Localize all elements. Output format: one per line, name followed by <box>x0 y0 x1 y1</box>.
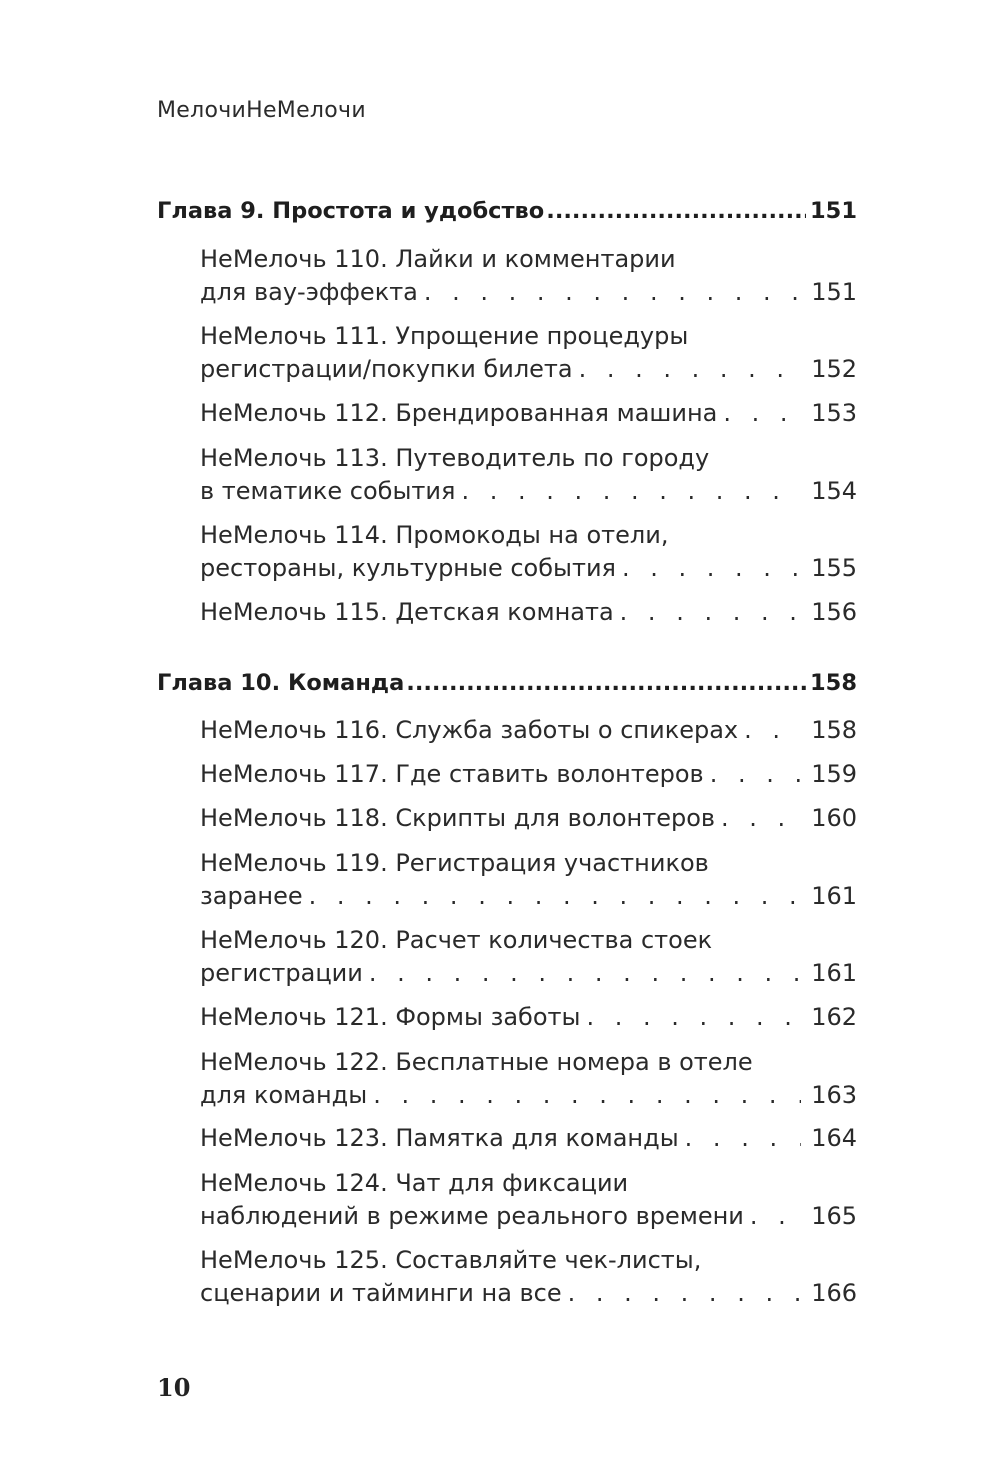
running-head: МелочиНеМелочи <box>157 98 366 123</box>
entry-last-line <box>200 957 857 990</box>
entry-title-line: НеМелочь 113. Путеводитель по городу <box>200 444 710 472</box>
leader-dots <box>710 758 802 791</box>
toc-entry <box>200 243 857 309</box>
entry-title-end: сценарии и тайминги на все <box>200 1279 562 1307</box>
toc-entry <box>200 1167 857 1233</box>
chapter-title: Глава 10. Команда <box>157 670 405 696</box>
toc-entry <box>200 1001 857 1034</box>
toc-entry <box>200 320 857 386</box>
entry-last-line <box>200 1200 857 1233</box>
toc-entry <box>200 714 857 747</box>
entry-title-end: НеМелочь 123. Памятка для команды <box>200 1124 679 1152</box>
entry-title-end: НеМелочь 121. Формы заботы <box>200 1003 581 1031</box>
entry-last-line <box>200 1001 857 1034</box>
entry-last-line <box>200 596 857 629</box>
entry-page: 165 <box>811 1202 857 1230</box>
toc-entry <box>200 1122 857 1155</box>
entry-last-line <box>200 276 857 309</box>
entry-last-line <box>200 1079 857 1112</box>
entry-last-line <box>200 475 857 508</box>
leader-dots <box>723 397 801 430</box>
entry-page: 155 <box>811 554 857 582</box>
entry-page: 164 <box>811 1124 857 1152</box>
entry-last-line <box>200 758 857 791</box>
entry-last-line <box>200 1122 857 1155</box>
entry-last-line <box>200 880 857 913</box>
leader-dots <box>406 670 806 696</box>
entry-last-line <box>200 353 857 386</box>
leader-dots <box>586 1001 801 1034</box>
entry-title-line: НеМелочь 114. Промокоды на отели, <box>200 521 669 549</box>
entry-title-end: наблюдений в режиме реального времени <box>200 1202 744 1230</box>
entry-page: 160 <box>811 804 857 832</box>
entry-title-line: НеМелочь 111. Упрощение процедуры <box>200 322 689 350</box>
entry-title-end: НеМелочь 117. Где ставить волонтеров <box>200 760 704 788</box>
entry-page: 159 <box>811 760 857 788</box>
leader-dots <box>750 1200 801 1233</box>
entry-page: 166 <box>811 1279 857 1307</box>
leader-dots <box>373 1079 801 1112</box>
entry-title-line: НеМелочь 125. Составляйте чек-листы, <box>200 1246 702 1274</box>
entry-title-end: заранее <box>200 882 303 910</box>
chapter-page: 151 <box>810 198 857 224</box>
entry-page: 163 <box>811 1081 857 1109</box>
entry-title-end: НеМелочь 112. Брендированная машина <box>200 399 718 427</box>
page-number: 10 <box>157 1373 191 1402</box>
chapter-title: Глава 9. Простота и удобство <box>157 198 545 224</box>
toc-entry <box>200 847 857 913</box>
leader-dots <box>369 957 801 990</box>
toc-entry <box>200 1046 857 1112</box>
leader-dots <box>721 802 801 835</box>
chapter-heading <box>157 670 857 696</box>
toc-entry <box>200 924 857 990</box>
entry-page: 151 <box>811 278 857 306</box>
entry-page: 161 <box>811 959 857 987</box>
leader-dots <box>309 880 802 913</box>
leader-dots <box>461 475 801 508</box>
entry-title-end: в тематике события <box>200 477 456 505</box>
entry-title-end: для вау-эффекта <box>200 278 418 306</box>
leader-dots <box>620 596 802 629</box>
entry-last-line <box>200 397 857 430</box>
entry-last-line <box>200 552 857 585</box>
entry-title-end: регистрации/покупки билета <box>200 355 573 383</box>
entry-last-line <box>200 802 857 835</box>
entry-title-line: НеМелочь 119. Регистрация участников <box>200 849 709 877</box>
leader-dots <box>685 1122 802 1155</box>
leader-dots <box>622 552 801 585</box>
entry-title-end: НеМелочь 118. Скрипты для волонтеров <box>200 804 716 832</box>
chapter-heading <box>157 198 857 224</box>
entry-title-line: НеМелочь 124. Чат для фиксации <box>200 1169 629 1197</box>
entry-title-line: НеМелочь 110. Лайки и комментарии <box>200 245 676 273</box>
toc-entry <box>200 596 857 629</box>
entry-title-end: для команды <box>200 1081 368 1109</box>
toc-entry <box>200 519 857 585</box>
entry-page: 161 <box>811 882 857 910</box>
entry-title-end: НеМелочь 115. Детская комната <box>200 598 614 626</box>
entry-page: 158 <box>811 716 857 744</box>
entry-title-line: НеМелочь 122. Бесплатные номера в отеле <box>200 1048 753 1076</box>
toc-entry <box>200 397 857 430</box>
entry-title-end: рестораны, культурные события <box>200 554 616 582</box>
entry-page: 156 <box>811 598 857 626</box>
entry-page: 153 <box>811 399 857 427</box>
toc-entry <box>200 802 857 835</box>
entry-page: 154 <box>811 477 857 505</box>
entry-last-line <box>200 714 857 747</box>
toc-entry <box>200 758 857 791</box>
chapter-page: 158 <box>810 670 857 696</box>
toc-entry <box>200 1244 857 1310</box>
leader-dots <box>546 198 806 224</box>
entry-title-end: регистрации <box>200 959 363 987</box>
toc-entry <box>200 442 857 508</box>
entry-page: 152 <box>811 355 857 383</box>
entry-title-line: НеМелочь 120. Расчет количества стоек <box>200 926 713 954</box>
entry-last-line <box>200 1277 857 1310</box>
leader-dots <box>568 1277 802 1310</box>
entry-title-end: НеМелочь 116. Служба заботы о спикерах <box>200 716 739 744</box>
leader-dots <box>424 276 801 309</box>
leader-dots <box>744 714 801 747</box>
leader-dots <box>579 353 802 386</box>
entry-page: 162 <box>811 1003 857 1031</box>
